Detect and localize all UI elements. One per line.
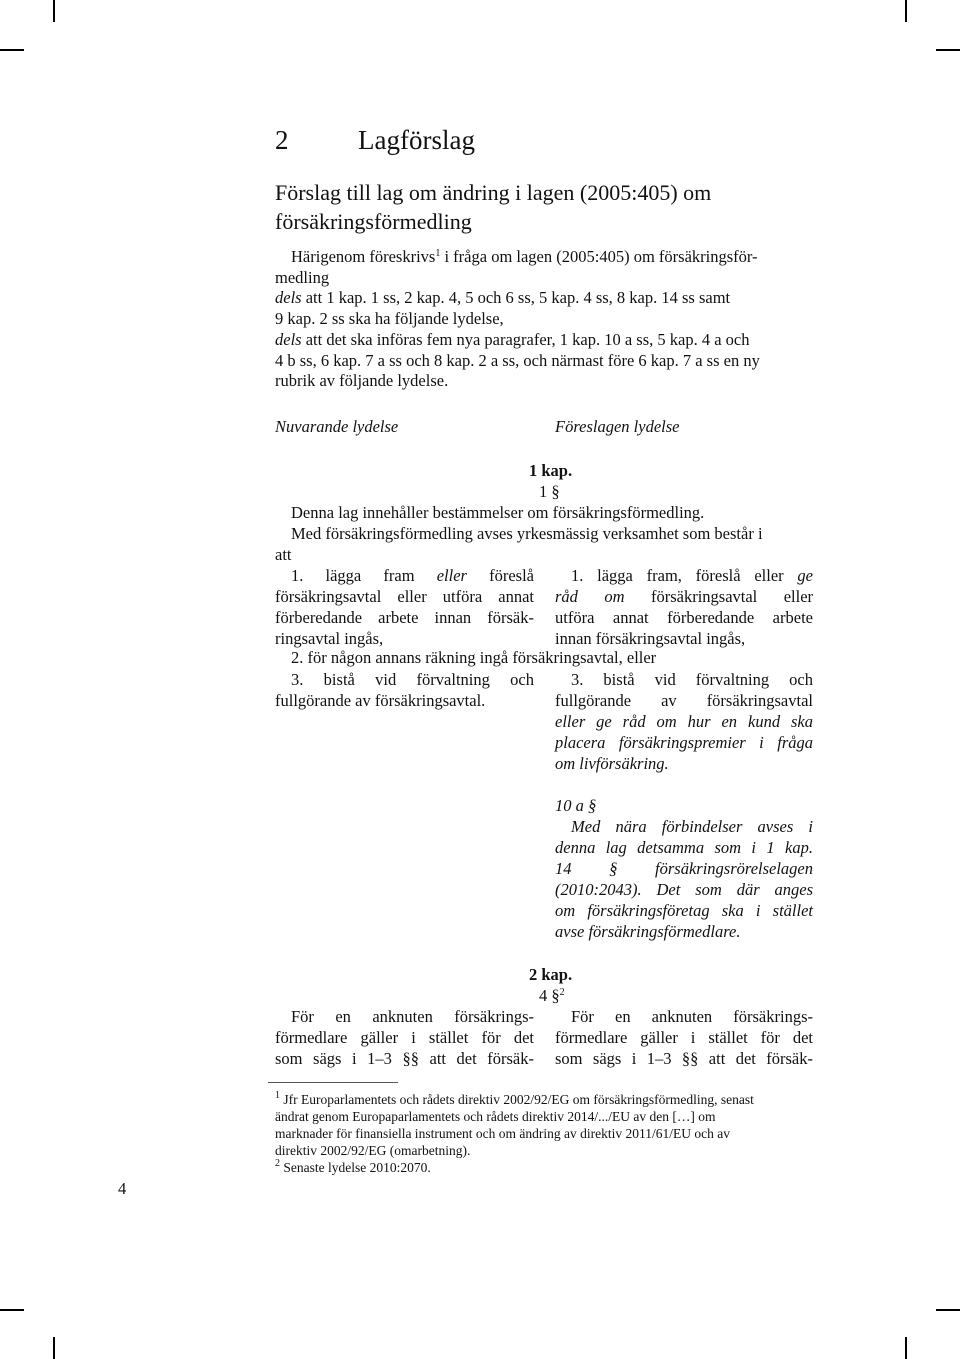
- footnote-text: Senaste lydelse 2010:2070.: [283, 1160, 431, 1175]
- body-text: att: [275, 545, 292, 564]
- new-section-10a: [555, 795, 813, 942]
- footnote-separator: [268, 1082, 398, 1083]
- item-text-italic: ge: [797, 566, 813, 585]
- column-header-current: Nuvarande lydelse: [275, 417, 399, 436]
- item-text: innan försäkringsavtal ingås,: [555, 629, 746, 648]
- crop-mark: [0, 49, 24, 51]
- intro-paragraph: [275, 247, 760, 392]
- footnote-1: [275, 1091, 754, 1176]
- item-text-italic: avse försäkringsförmedlare.: [555, 922, 741, 941]
- intro-text: att det ska införas fem nya paragrafer, 1 kap. 10 a ss, 5 kap. 4 a och: [305, 329, 750, 349]
- section-heading: [539, 986, 565, 1007]
- page-number: 4: [118, 1179, 127, 1198]
- item-text: 3. bistå vid förvaltning och: [571, 670, 813, 689]
- footnote-text: marknader för finansiella instrument och om ändring av direktiv 2011/61/EU och av: [275, 1126, 730, 1141]
- item-text-italic: 14 §: [555, 859, 618, 878]
- item-text: För en anknuten försäkrings-: [291, 1007, 534, 1026]
- left-column-item-3: [275, 669, 534, 711]
- column-header-proposed: Föreslagen lydelse: [555, 417, 680, 436]
- body-text: Denna lag innehåller bestämmelser om försäkringsförmedling.: [291, 503, 705, 522]
- footnote-text: direktiv 2002/92/EG (omarbetning).: [275, 1143, 471, 1158]
- crop-mark: [936, 49, 960, 51]
- footnote-ref: 1: [435, 248, 441, 259]
- section-number: 4 §: [539, 986, 560, 1005]
- intro-text: 9 kap. 2 ss ska ha följande lydelse,: [275, 309, 504, 329]
- crop-mark: [936, 1309, 960, 1311]
- left-column-kap2: [275, 1006, 534, 1069]
- item-text-italic: råd om: [555, 587, 625, 606]
- item-text: fullgörande av försäkringsavtal: [555, 691, 813, 710]
- chapter-1-heading: 1 kap.: [529, 461, 573, 480]
- crop-mark: [905, 0, 907, 22]
- item-text: fullgörande av försäkringsavtal.: [275, 691, 486, 710]
- chapter-number: 2: [275, 125, 289, 155]
- item-text: som sägs i 1–3 §§ att det försäk-: [275, 1049, 534, 1068]
- right-column-item-3: [555, 669, 813, 774]
- chapter-2-heading: 2 kap.: [529, 965, 573, 984]
- item-text-italic: eller: [436, 566, 467, 585]
- crop-mark: [53, 0, 55, 22]
- intro-text: medling: [275, 267, 330, 287]
- section-heading: 1 §: [539, 482, 560, 501]
- footnote-number: 2: [275, 1158, 280, 1169]
- item-text-italic: om försäkringsföretag ska i stället: [555, 901, 813, 920]
- item-text: 1. lägga fram, föreslå eller: [571, 566, 784, 585]
- footnote-number: 1: [275, 1090, 280, 1101]
- intro-text: 4 b ss, 6 kap. 7 a ss och 8 kap. 2 a ss, och närmast före 6 kap. 7 a ss en ny: [275, 350, 760, 370]
- body-text: Med försäkringsförmedling avses yrkesmässig verksamhet som består i: [291, 524, 763, 543]
- intro-text: Härigenom föreskrivs: [291, 247, 436, 266]
- dels-label: dels: [275, 288, 302, 308]
- item-text-italic: om livförsäkring.: [555, 754, 669, 773]
- section-heading: 10 a §: [555, 796, 597, 815]
- chapter-title: Lagförslag: [358, 125, 475, 155]
- item-text: 1. lägga fram: [291, 566, 415, 585]
- footnote-text: Jfr Europarlamentets och rådets direktiv 2002/92/EG om försäkringsförmedling, senast: [283, 1092, 754, 1107]
- right-column-kap2: [555, 1006, 813, 1069]
- item-text-italic: försäkringsrörelselagen: [655, 859, 813, 878]
- item-text-italic: (2010:2043). Det som där anges: [555, 880, 813, 899]
- intro-text: rubrik av följande lydelse.: [275, 371, 449, 391]
- item-2-text: 2. för någon annans räkning ingå försäkringsavtal, eller: [291, 648, 657, 667]
- right-column-item-1: [555, 565, 813, 649]
- item-text-italic: Med nära förbindelser avses i: [571, 817, 813, 836]
- item-text: 3. bistå vid förvaltning och: [291, 670, 534, 689]
- item-text: ringsavtal ingås,: [275, 629, 384, 648]
- item-text: förmedlare gäller i stället för det: [555, 1028, 813, 1047]
- intro-text: i fråga om lagen (2005:405) om försäkringsför-: [444, 247, 758, 266]
- item-text: För en anknuten försäkrings-: [571, 1007, 813, 1026]
- item-text-italic: placera försäkringspremier i fråga: [555, 733, 813, 752]
- footnote-text: ändrat genom Europaparlamentets och rådets direktiv 2014/.../EU av den […] om: [275, 1109, 716, 1124]
- left-column-item-1: [275, 565, 534, 649]
- item-text: försäkringsavtal eller utföra annat: [275, 587, 534, 606]
- item-text: som sägs i 1–3 §§ att det försäk-: [555, 1049, 813, 1068]
- dels-label: dels: [275, 329, 302, 349]
- intro-text: att 1 kap. 1 ss, 2 kap. 4, 5 och 6 ss, 5 kap. 4 ss, 8 kap. 14 ss samt: [305, 288, 731, 308]
- proposal-title: [275, 178, 711, 236]
- crop-mark: [0, 1309, 24, 1311]
- item-text-italic: eller ge råd om hur en kund ska: [555, 712, 813, 731]
- item-text: försäkringsavtal eller: [650, 587, 814, 606]
- crop-mark: [905, 1337, 907, 1359]
- item-text: förberedande arbete innan försäk-: [275, 608, 534, 627]
- item-text: föreslå: [489, 566, 535, 585]
- crop-mark: [53, 1337, 55, 1359]
- item-text: förmedlare gäller i stället för det: [275, 1028, 534, 1047]
- item-text-italic: denna lag detsamma som i 1 kap.: [555, 838, 813, 857]
- footnote-ref: 2: [559, 987, 565, 998]
- proposal-title-line: försäkringsförmedling: [275, 209, 472, 234]
- item-text: utföra annat förberedande arbete: [555, 608, 813, 627]
- proposal-title-line: Förslag till lag om ändring i lagen (2005:405) om: [275, 180, 712, 205]
